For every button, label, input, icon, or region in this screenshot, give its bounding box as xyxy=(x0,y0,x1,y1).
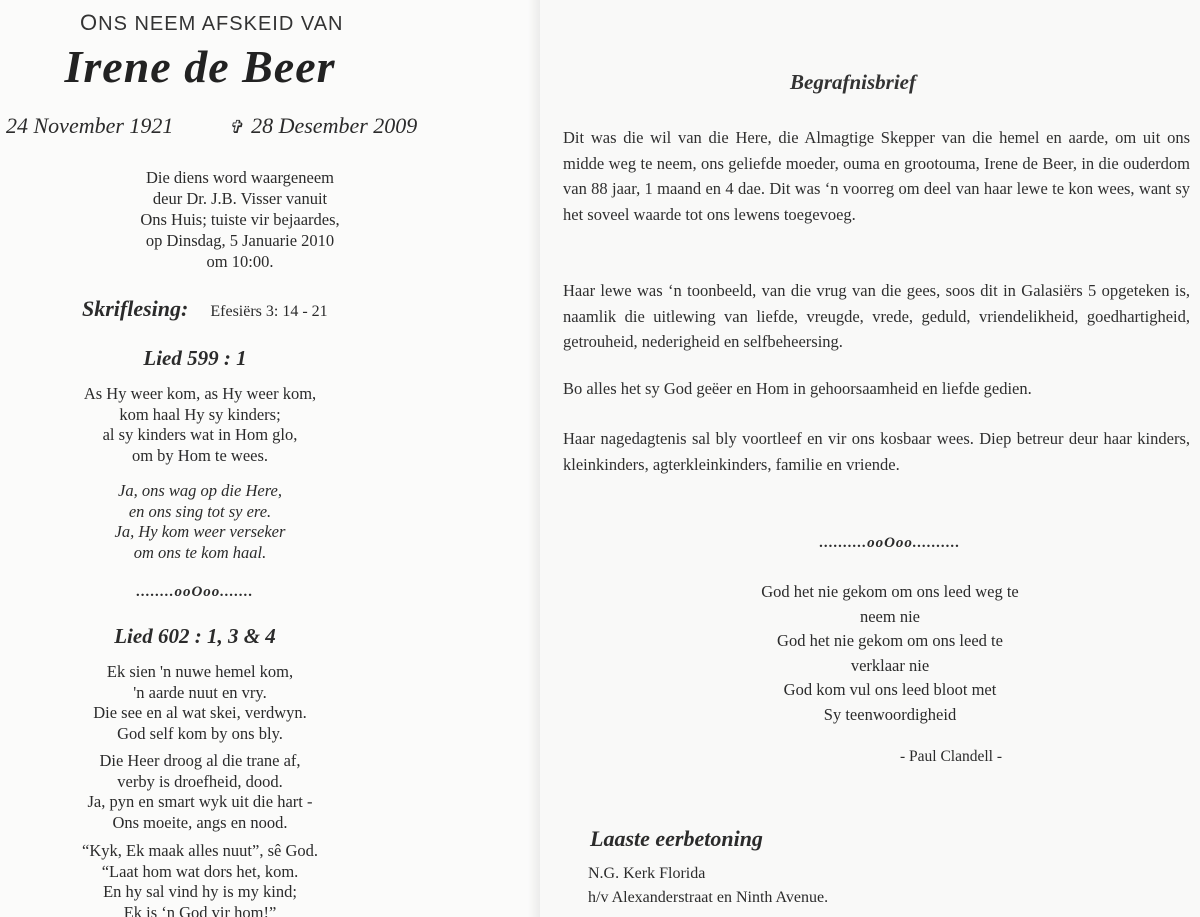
hymn-599-verse xyxy=(50,384,350,466)
scripture-label: Skriflesing: xyxy=(82,296,189,321)
birth-date: 24 November 1921 xyxy=(6,113,174,138)
verse-line: om by Hom te wees. xyxy=(131,445,269,465)
chorus-line: Ja, Hy kom weer verseker xyxy=(114,522,286,541)
announcement-rest: NS NEEM AFSKEID VAN xyxy=(98,13,344,35)
verse-line: God self kom by ons bly. xyxy=(117,723,283,743)
announcement-initial: O xyxy=(80,10,99,35)
venue-line: h/v Alexanderstraat en Ninth Avenue. xyxy=(588,889,829,906)
paragraph: Bo alles het sy God geëer en Hom in gehoorsaamheid en liefde gedien. xyxy=(563,379,1032,398)
poem-line: verklaar nie xyxy=(850,655,930,675)
verse-line: As Hy weer kom, as Hy weer kom, xyxy=(83,384,317,403)
verse-line: Die see en al wat skei, verdwyn. xyxy=(93,703,307,722)
poem xyxy=(720,580,1060,727)
venue-line: N.G. Kerk Florida xyxy=(588,865,706,882)
verse-line: kom haal Hy sy kinders; xyxy=(119,404,281,424)
chorus-line: en ons sing tot sy ere. xyxy=(128,501,272,521)
service-line: Die diens word waargeneem xyxy=(145,168,334,187)
hymn-602-verse-1 xyxy=(50,662,350,744)
verse-line: Die Heer droog al die trane af, xyxy=(99,751,301,770)
poem-line: God het nie gekom om ons leed te xyxy=(777,631,1003,650)
hymn-602-title: Lied 602 : 1, 3 & 4 xyxy=(114,624,276,648)
service-line: Ons Huis; tuiste vir bejaardes, xyxy=(140,210,340,229)
announcement xyxy=(80,10,343,36)
paragraph: Dit was die wil van die Here, die Almagtige Skepper van die hemel en aarde, om uit ons midde weg te neem, ons geliefde moeder, ouma en grootouma, Irene de Beer, in die ouderdom van 88 jaar, 1 maand en 4 dae. Dit was ‘n voorreg om deel van haar lewe te kon wees, want sy het soveel waarde tot ons lewens toegevoeg. xyxy=(563,128,1190,224)
scripture-reading xyxy=(82,296,328,322)
paragraph: Haar nagedagtenis sal bly voortleef en vir ons kosbaar wees. Diep betreur deur haar kinders, kleinkinders, agterkleinkinders, familie en vriende. xyxy=(563,429,1190,474)
verse-line: Ja, pyn en smart wyk uit die hart - xyxy=(87,792,313,811)
right-page xyxy=(540,0,1200,917)
verse-line: Ek is ‘n God vir hom!” xyxy=(123,902,277,917)
ornament-separator: ........ooOoo....... xyxy=(136,584,254,600)
poem-line: God kom vul ons leed bloot met xyxy=(783,680,997,699)
service-line: deur Dr. J.B. Visser vanuit xyxy=(152,189,328,208)
hymn-602-verse-3 xyxy=(50,751,350,833)
venue xyxy=(588,862,828,910)
chorus-line: Ja, ons wag op die Here, xyxy=(118,481,282,500)
poem-line: neem nie xyxy=(859,606,920,626)
last-tribute-title: Laaste eerbetoning xyxy=(590,826,763,851)
verse-line: “Laat hom wat dors het, kom. xyxy=(101,861,299,881)
verse-line: En hy sal vind hy is my kind; xyxy=(103,882,297,901)
poem-author: - Paul Clandell - xyxy=(900,748,1003,765)
hymn-599-title: Lied 599 : 1 xyxy=(143,346,247,370)
service-details xyxy=(120,167,360,272)
death-date-group xyxy=(228,113,417,139)
cross-icon: ✞ xyxy=(228,117,244,137)
verse-line: verby is droefheid, dood. xyxy=(117,771,283,791)
service-line: op Dinsdag, 5 Januarie 2010 xyxy=(145,231,335,250)
verse-line: Ek sien 'n nuwe hemel kom, xyxy=(106,662,294,681)
death-date: 28 Desember 2009 xyxy=(251,113,418,138)
verse-line: 'n aarde nuut en vry. xyxy=(133,682,267,702)
scripture-reference: Efesiërs 3: 14 - 21 xyxy=(210,303,328,320)
poem-line: Sy teenwoordigheid xyxy=(823,704,957,724)
service-line: om 10:00. xyxy=(206,252,274,271)
paragraph: Haar lewe was ‘n toonbeeld, van die vrug van die gees, soos dit in Galasiërs 5 opgeteken is, naamlik die uitlewing van liefde, vreugde, vrede, geduld, vriendelikheid, goedhartigheid, getrouheid, nederigheid en selfbeheersing. xyxy=(563,281,1190,351)
hymn-602-verse-4 xyxy=(50,841,350,917)
hymn-599-chorus xyxy=(50,481,350,563)
left-page xyxy=(0,0,540,917)
ornament-separator: ..........ooOoo.......... xyxy=(819,535,961,551)
letter-title: Begrafnisbrief xyxy=(790,70,916,94)
verse-line: al sy kinders wat in Hom glo, xyxy=(102,425,298,444)
chorus-line: om ons te kom haal. xyxy=(133,542,267,562)
verse-line: “Kyk, Ek maak alles nuut”, sê God. xyxy=(82,841,318,860)
verse-line: Ons moeite, angs en nood. xyxy=(112,812,288,832)
poem-line: God het nie gekom om ons leed weg te xyxy=(761,582,1019,601)
deceased-name: Irene de Beer xyxy=(64,41,336,92)
